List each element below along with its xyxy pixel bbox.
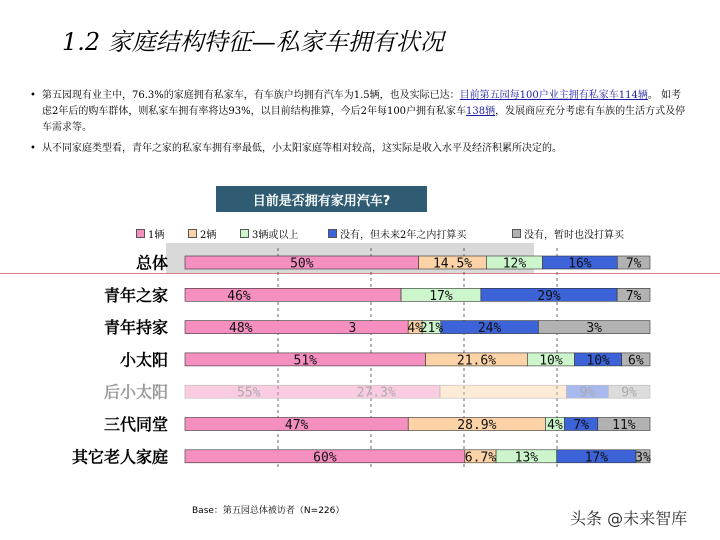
legend-label-2: 2辆 [200, 230, 217, 241]
bar-data-label: 11% [612, 418, 636, 433]
bar-data-label: 4% [407, 321, 424, 337]
bar-data-label: 12% [502, 256, 527, 272]
bar-data-label: 9% [579, 385, 596, 401]
bar-data-label: 7% [573, 418, 589, 433]
bar-data-label: 48% [229, 321, 253, 337]
bullet-1-link-114[interactable]: 目前第五园每100户业主拥有私家车114辆 [459, 90, 648, 101]
bar-data-label: 28.9% [457, 418, 497, 433]
bar-data-label: 55% [237, 385, 261, 401]
category-label: 小太阳 [119, 350, 168, 370]
category-label: 后小太阳 [103, 382, 168, 402]
bar-data-label: 46% [227, 288, 251, 304]
bullet-1-text-before: 第五园现有业主中，76.3%的家庭拥有私家车，有车族户均拥有汽车为1.5辆，也及实际已达： [42, 90, 460, 101]
bullet-dot-icon: • [30, 143, 36, 154]
bar-data-label: 29% [537, 288, 561, 304]
bullet-dot-icon: • [30, 90, 36, 101]
watermark: 头条 @未来智库 [570, 509, 688, 528]
bar-data-label: 9% [621, 385, 637, 401]
bullet-1-text-after: ，发展商应充分考虑有车族的生活方式及停车需求等。 [42, 106, 686, 133]
base-note: Base：第五园总体被访者（N=226） [192, 506, 345, 516]
bar-data-label: 3 [348, 321, 357, 337]
bar-segment [185, 385, 440, 398]
bar-data-label: 3% [635, 450, 651, 466]
bar-data-label: 24% [477, 321, 502, 337]
bar-data-label: 17% [429, 288, 453, 304]
bar-data-label: 60% [313, 450, 337, 466]
bar-data-label: 21.6% [456, 353, 497, 369]
category-label: 青年持家 [103, 318, 168, 338]
bar-data-label: 17% [584, 450, 609, 466]
legend-label-5: 没有，暂时也没打算买 [524, 230, 624, 241]
bar-data-label: 51% [293, 353, 318, 369]
bullet-1-text-middle: 。 如考虑2年后的购车群体，则私家车拥有率将达93%，以目前结构推算，今后2年每100户拥有私家车 [42, 90, 682, 117]
category-label: 三代同堂 [103, 415, 168, 434]
bar-segment [185, 321, 408, 337]
question-box: 目前是否拥有家用汽车? [216, 186, 427, 212]
legend-label-4: 没有，但未来2年之内打算买 [340, 230, 467, 241]
bullet-2-text: 从不同家庭类型看，青年之家的私家车拥有率最低，小太阳家庭等相对较高，这实际是收入水平及经济积累所决定的。 [42, 143, 562, 154]
bar-data-label: 10% [539, 353, 563, 369]
bar-data-label: 6% [628, 353, 644, 369]
legend-label-3: 3辆或以上 [252, 230, 299, 241]
bar-data-label: 16% [568, 256, 592, 272]
category-label: 青年之家 [103, 285, 168, 305]
bullet-1-link-138[interactable]: 138辆 [466, 106, 496, 117]
bar-data-label: 50% [290, 256, 314, 272]
bar-data-label: 6.7% [464, 450, 497, 466]
bar-data-label: 7% [625, 288, 642, 304]
bar-data-label: 27.3% [356, 385, 396, 401]
bar-data-label: 47% [284, 418, 309, 433]
category-label: 其它老人家庭 [71, 447, 168, 467]
bar-data-label: 14.5% [432, 256, 473, 272]
bar-segment [440, 385, 567, 398]
bar-data-label: 10% [586, 353, 610, 369]
bar-data-label: 13% [514, 450, 539, 466]
legend-label-1: 1辆 [148, 230, 165, 241]
page-title: 1.2 家庭结构特征—私家车拥有状况 [62, 28, 444, 56]
bar-segment [185, 288, 401, 301]
bar-data-label: 3% [586, 321, 603, 337]
bar-data-label: 21% [419, 321, 444, 337]
bar-data-label: 4% [547, 418, 563, 433]
bar-data-label: 7% [625, 256, 642, 272]
category-label: 总体 [135, 253, 168, 273]
